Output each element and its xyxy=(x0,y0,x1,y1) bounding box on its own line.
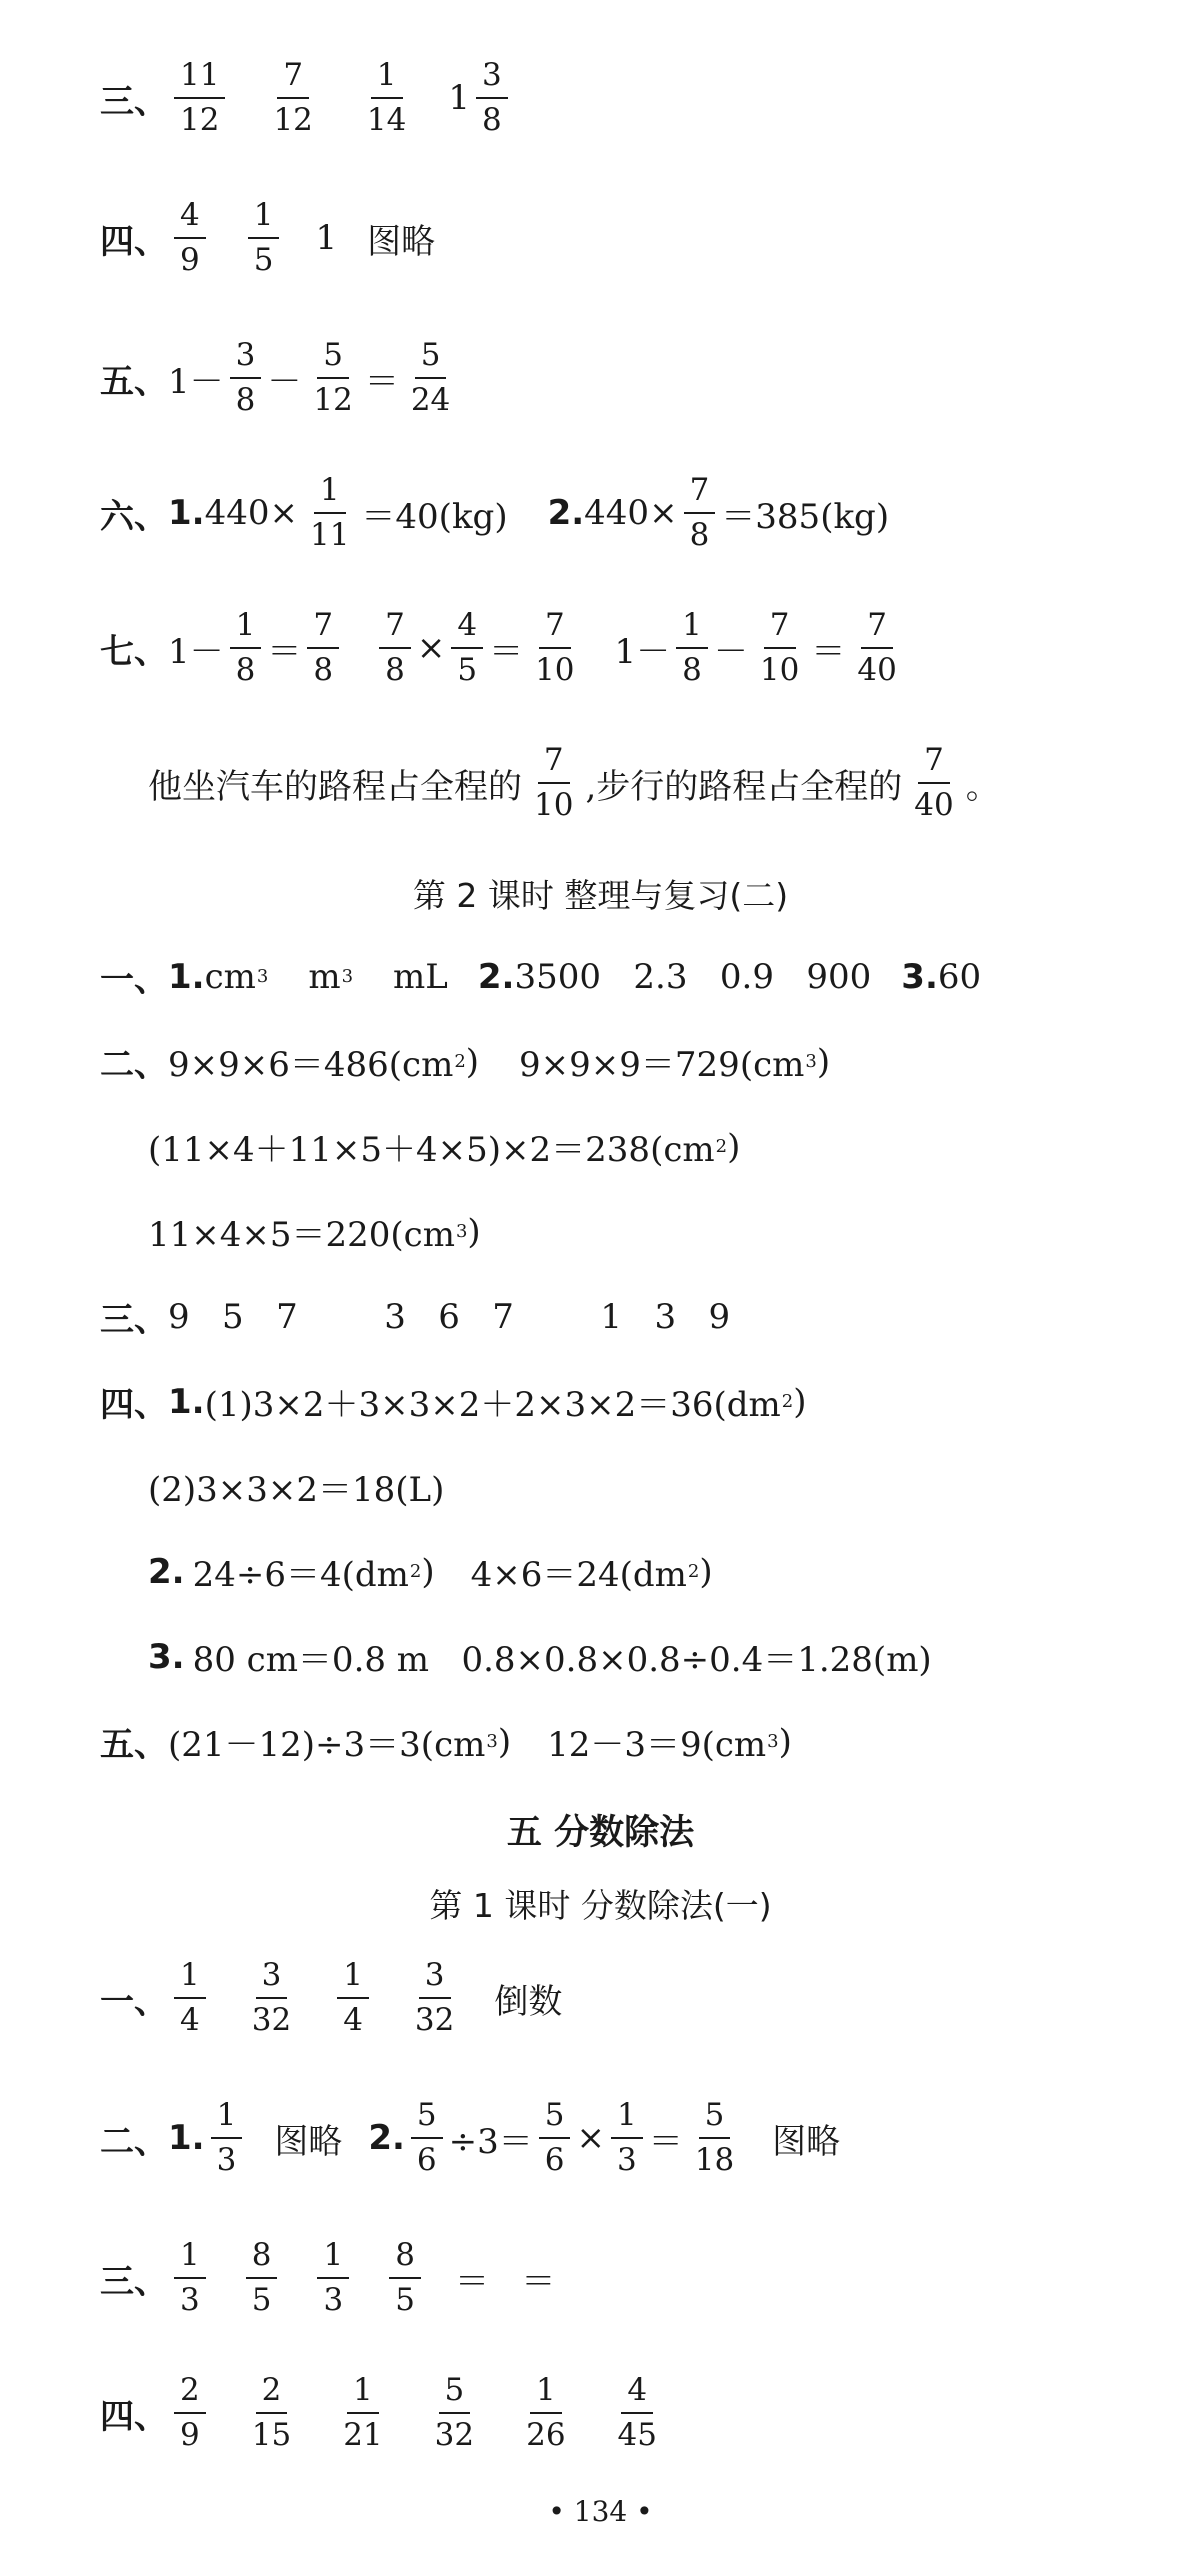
expr-text: － xyxy=(267,361,302,402)
fraction: 7 10 xyxy=(535,607,575,688)
answer-line-5 xyxy=(100,337,462,418)
expr-text: 1－ xyxy=(168,631,224,672)
sentence-text: ,步行的路程占全程的 xyxy=(585,766,903,807)
item-number: 2. xyxy=(477,956,515,997)
expr-text: ) xyxy=(465,1041,480,1082)
fraction: 1 4 xyxy=(174,1960,206,2036)
expr-text: 9×9×9＝729(cm xyxy=(519,1045,805,1085)
section-label: 三、 xyxy=(100,81,168,122)
answer-text: 图略 xyxy=(367,221,436,262)
expr-text: 440× xyxy=(584,493,678,533)
fraction: 1 3 xyxy=(211,2100,243,2176)
fraction: 8 5 xyxy=(246,2240,278,2316)
fraction: 1 3 xyxy=(317,2240,349,2316)
expr-text: 24÷6＝4(dm xyxy=(192,1555,409,1595)
fraction: 3 32 xyxy=(414,1957,455,2038)
item-number: 2. xyxy=(148,1551,185,1592)
fraction: $\frac{7}{8}$ xyxy=(379,610,411,686)
fraction: 4 9 xyxy=(174,200,206,276)
fraction: 1 8 xyxy=(676,610,708,686)
item-number: 1. xyxy=(168,956,205,997)
expr-text: 440× xyxy=(204,493,298,533)
expr-text: ) xyxy=(816,1041,831,1082)
review-line-2 xyxy=(100,1037,830,1086)
review-line-4 xyxy=(100,1377,807,1426)
superscript: 2 xyxy=(781,1391,794,1412)
superscript: 3 xyxy=(455,1221,468,1242)
superscript: 2 xyxy=(409,1561,422,1582)
page-number: • 134 • xyxy=(548,2495,653,2528)
expr-text: ＝ xyxy=(811,631,846,672)
fraction: 7 40 xyxy=(857,607,897,688)
expr-text: ＝ xyxy=(267,631,302,672)
answer-line-7 xyxy=(100,607,909,688)
lesson-heading: 第 2 课时 整理与复习(二) xyxy=(412,876,789,915)
lesson-line-1 xyxy=(100,1957,563,2038)
unit-text: cm xyxy=(204,956,256,997)
answer-line-3 xyxy=(100,57,514,138)
expr-text: 1－ xyxy=(168,361,224,402)
expr-text: × xyxy=(416,628,446,668)
fraction: 11 12 xyxy=(174,60,225,136)
superscript: 2 xyxy=(715,1136,728,1157)
fraction: 8 5 xyxy=(389,2240,421,2316)
sentence-text: 。 xyxy=(965,766,1000,807)
fraction: 5 24 xyxy=(410,337,451,418)
section-label: 二、 xyxy=(100,1045,168,1085)
answer-text: 倒数 xyxy=(494,1981,563,2022)
expr-text: ＝ xyxy=(648,2121,683,2162)
expr-text: (1)3×2＋3×3×2＋2×3×2＝36(dm xyxy=(204,1385,781,1425)
expr-text: 80 cm＝0.8 m 0.8×0.8×0.8÷0.4＝1.28(m) xyxy=(192,1640,932,1680)
superscript: 2 xyxy=(687,1561,700,1582)
item-number: 3. xyxy=(148,1636,185,1677)
answer-text: 60 xyxy=(937,956,982,997)
expr-text: ) xyxy=(793,1381,807,1422)
review-line-1 xyxy=(100,952,981,1001)
fraction: 1 8 xyxy=(230,610,262,686)
lesson-line-3 xyxy=(100,2237,556,2318)
section-label: 三、 xyxy=(100,1300,168,1340)
fraction: 1 21 xyxy=(343,2372,383,2453)
fraction: 7 8 xyxy=(307,610,339,686)
expr-text: ＝40(kg) xyxy=(361,496,508,537)
superscript: 3 xyxy=(256,966,269,987)
expr-text: ＝ xyxy=(489,631,524,672)
expr-text: 12－3＝9(cm xyxy=(547,1725,767,1765)
fraction: $\frac{4}{5}$ xyxy=(451,610,483,686)
fraction: 4 45 xyxy=(617,2372,657,2453)
expr-text: 1－ xyxy=(614,631,671,672)
lesson-line-4 xyxy=(100,2372,669,2453)
fraction: 1 14 xyxy=(366,57,407,138)
expr-text: － xyxy=(713,631,748,672)
fraction: 2 15 xyxy=(251,2372,292,2453)
chapter-heading: 五 分数除法 xyxy=(506,1813,695,1853)
fraction: 2 9 xyxy=(174,2375,206,2451)
section-label: 四、 xyxy=(100,2396,168,2437)
fraction: 1 3 xyxy=(174,2240,206,2316)
answer-sentence xyxy=(148,742,1000,823)
sentence-text: 他坐汽车的路程占全程的 xyxy=(148,766,522,807)
unit-text: m xyxy=(308,956,341,997)
expr-text: (2)3×3×2＝18(L) xyxy=(148,1470,445,1510)
review-line-4b xyxy=(148,1462,444,1511)
expr-text: (21－12)÷3＝3(cm xyxy=(168,1725,486,1765)
review-line-2b xyxy=(148,1122,740,1171)
superscript: 3 xyxy=(341,966,354,987)
review-line-4c xyxy=(148,1547,713,1596)
answer-line-6 xyxy=(100,472,890,553)
fraction: 7 12 xyxy=(273,57,313,138)
expr-text: 11×4×5＝220(cm xyxy=(148,1215,455,1255)
section-label: 四、 xyxy=(100,1385,168,1425)
answer-text: 3500 2.3 0.9 900 xyxy=(514,956,872,997)
fraction: 1 4 xyxy=(337,1960,369,2036)
item-number: 1. xyxy=(168,2118,205,2158)
section-label: 五、 xyxy=(100,361,168,402)
expr-text: 9×9×6＝486(cm xyxy=(168,1045,454,1085)
fraction: $\frac{7}{8}$ xyxy=(684,475,716,551)
item-number: 2. xyxy=(368,2118,405,2158)
item-number: 1. xyxy=(168,493,205,533)
answer-text: ＝ ＝ xyxy=(454,2261,556,2302)
review-line-2c xyxy=(148,1207,481,1256)
superscript: 3 xyxy=(767,1731,779,1752)
section-label: 六、 xyxy=(100,496,168,537)
fraction: 3 8 xyxy=(230,340,262,416)
fraction: $\frac{5}{6}$ xyxy=(411,2100,443,2176)
superscript: 3 xyxy=(486,1731,498,1752)
review-line-3 xyxy=(100,1292,730,1341)
answer-text: 图略 xyxy=(274,2121,343,2162)
expr-text: ＝385(kg) xyxy=(721,496,890,537)
expr-text: ) xyxy=(467,1211,481,1252)
expr-text: ) xyxy=(497,1721,512,1762)
item-number: 1. xyxy=(168,1381,205,1422)
answer-line-4 xyxy=(100,197,436,278)
fraction: 5 18 xyxy=(694,2097,735,2178)
expr-text: ＝ xyxy=(364,361,399,402)
expr-text: (11×4＋11×5＋4×5)×2＝238(cm xyxy=(148,1130,715,1170)
fraction: $\frac{5}{6}$ xyxy=(539,2100,571,2176)
lesson-line-2 xyxy=(100,2097,841,2178)
expr-text: ) xyxy=(727,1126,741,1167)
section-label: 七、 xyxy=(100,631,168,672)
section-label: 三、 xyxy=(100,2261,168,2302)
fraction: 5 32 xyxy=(434,2372,475,2453)
expr-text: × xyxy=(576,2118,605,2158)
review-line-4d xyxy=(148,1632,932,1681)
answer-text: 1 xyxy=(315,218,338,258)
lesson-heading: 第 1 课时 分数除法(一) xyxy=(429,1886,772,1925)
answer-text: 图略 xyxy=(772,2121,841,2162)
fraction: 7 10 xyxy=(759,607,800,688)
section-label: 二、 xyxy=(100,2121,168,2162)
superscript: 3 xyxy=(805,1051,817,1072)
item-number: 2. xyxy=(547,493,585,533)
item-number: 3. xyxy=(901,956,938,997)
unit-text: mL xyxy=(393,956,448,997)
review-line-5 xyxy=(100,1717,792,1766)
fraction: 5 12 xyxy=(313,337,353,418)
expr-text: 4×6＝24(dm xyxy=(470,1555,687,1595)
section-label: 四、 xyxy=(100,221,168,262)
fraction: 3 8 xyxy=(476,60,508,136)
fraction: $\frac{1}{11}$ xyxy=(309,472,350,553)
mixed-whole: 1 xyxy=(448,78,470,118)
superscript: 2 xyxy=(454,1051,466,1072)
fraction: $\frac{1}{3}$ xyxy=(611,2100,643,2176)
answer-text: 9 5 7 3 6 7 1 3 9 xyxy=(168,1296,731,1337)
fraction: 1 26 xyxy=(526,2372,566,2453)
fraction: 1 5 xyxy=(248,200,280,276)
fraction: 7 10 xyxy=(534,742,574,823)
expr-text: ) xyxy=(421,1551,435,1592)
section-label: 一、 xyxy=(100,960,168,1000)
section-label: 一、 xyxy=(100,1981,168,2022)
fraction: 3 32 xyxy=(251,1957,292,2038)
expr-text: ) xyxy=(778,1721,792,1762)
section-label: 五、 xyxy=(100,1725,168,1765)
fraction: 7 40 xyxy=(914,742,954,823)
expr-text: ÷3＝ xyxy=(448,2121,533,2162)
expr-text: ) xyxy=(699,1551,713,1592)
